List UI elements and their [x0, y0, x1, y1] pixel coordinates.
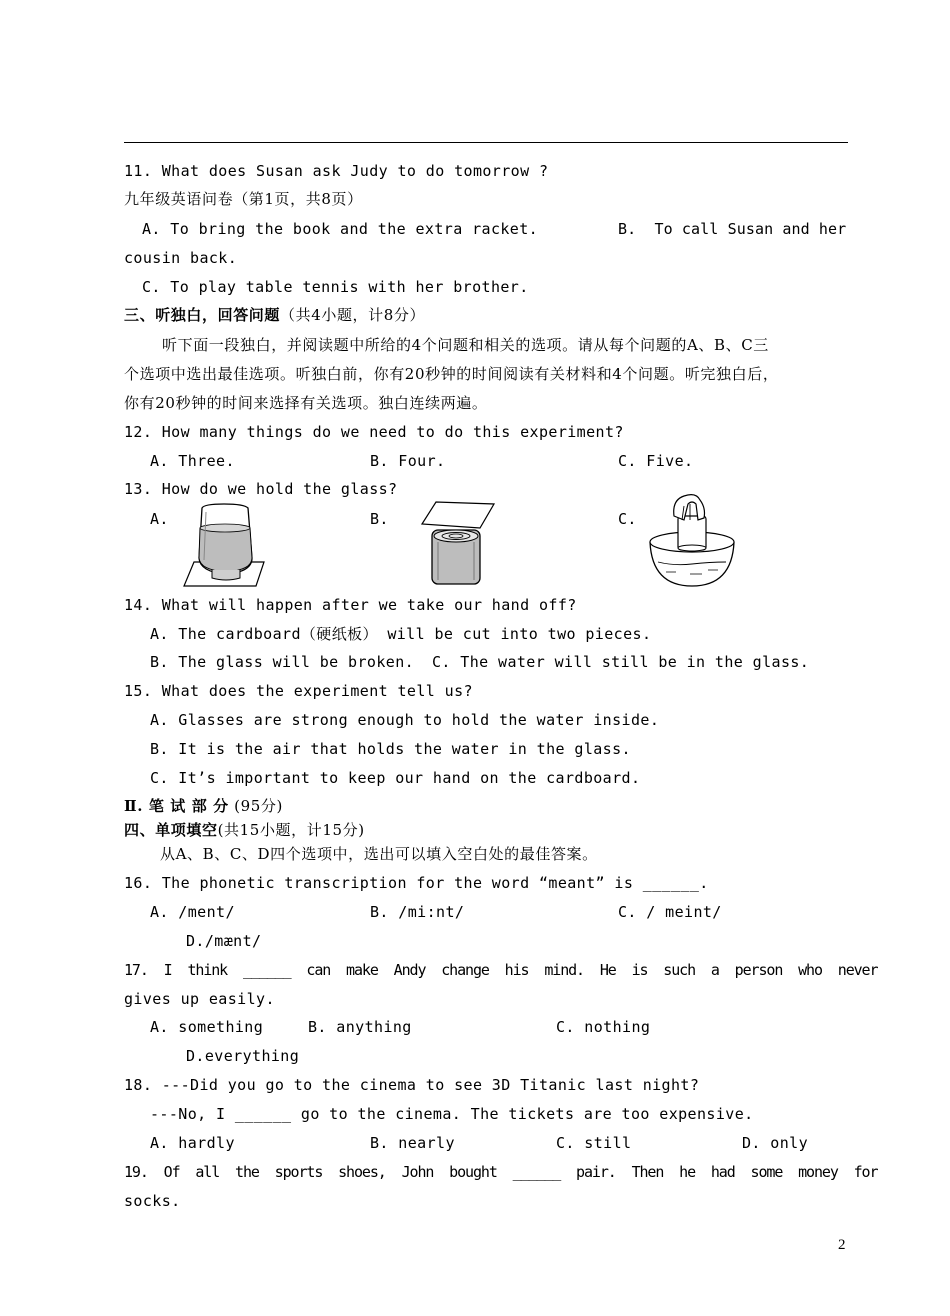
section4-heading — [124, 820, 365, 840]
q12-stem: 12. How many things do we need to do this experiment? — [124, 423, 624, 441]
q12-option-a: A. Three. — [150, 452, 235, 470]
q18-option-b: B. nearly — [370, 1134, 455, 1152]
q18-stem: 18. ---Did you go to the cinema to see 3D Titanic last night? — [124, 1076, 700, 1094]
q16-option-c: C. / meint/ — [618, 903, 722, 921]
q18-option-c: C. still — [556, 1134, 632, 1152]
section3-instruction-1: 听下面一段独白，并阅读题中所给的4个问题和相关的选项。请从每个问题的A、B、C三 — [162, 336, 769, 354]
q15-option-a: A. Glasses are strong enough to hold the water inside. — [150, 711, 660, 729]
q11-option-b-cont: cousin back. — [124, 249, 238, 267]
page-number: 2 — [838, 1237, 846, 1253]
q17-option-c: C. nothing — [556, 1018, 651, 1036]
q18-option-d: D. only — [742, 1134, 809, 1152]
glass-on-cardboard-image — [182, 500, 268, 590]
q16-option-a: A. /ment/ — [150, 903, 235, 921]
q19-stem-cont: socks. — [124, 1192, 181, 1210]
section3-score: （共4小题，计8分） — [280, 306, 426, 324]
q19-stem: 19. Of all the sports shoes, John bought ______ pair. Then he had some money for — [124, 1163, 878, 1181]
q14-option-a: A. The cardboard（硬纸板） will be cut into two pieces. — [150, 625, 652, 643]
header-note: 九年级英语问卷（第1页，共8页） — [124, 190, 363, 208]
q12-option-c: C. Five. — [618, 452, 694, 470]
q13-option-a: A. — [150, 510, 169, 528]
q16-stem: 16. The phonetic transcription for the word “meant” is ______. — [124, 874, 709, 892]
q18-option-a: A. hardly — [150, 1134, 235, 1152]
q13-option-c: C. — [618, 510, 637, 528]
section3-instruction-3: 你有20秒钟的时间来选择有关选项。独白连续两遍。 — [124, 394, 488, 412]
q17-option-b: B. anything — [308, 1018, 412, 1036]
section4-title: 四、单项填空 — [124, 821, 218, 839]
q15-stem: 15. What does the experiment tell us? — [124, 682, 473, 700]
q16-option-b: B. /mi:nt/ — [370, 903, 465, 921]
q12-option-b: B. Four. — [370, 452, 446, 470]
header-rule — [124, 142, 848, 143]
section4-instruction: 从A、B、C、D四个选项中，选出可以填入空白处的最佳答案。 — [160, 845, 598, 863]
q16-option-d: D./mænt/ — [186, 932, 262, 950]
q13-option-b: B. — [370, 510, 389, 528]
section4-score: (共15小题，计15分) — [217, 821, 365, 839]
q11-option-a: A. To bring the book and the extra racket. — [142, 220, 539, 238]
section3-heading — [124, 305, 425, 325]
section3-title: 三、听独白，回答问题 — [124, 306, 281, 324]
q17-stem-cont: gives up easily. — [124, 990, 275, 1008]
q17-option-a: A. something — [150, 1018, 264, 1036]
q11-stem: 11. What does Susan ask Judy to do tomorrow ? — [124, 162, 549, 180]
q13-stem: 13. How do we hold the glass? — [124, 480, 398, 498]
q15-option-c: C. It’s important to keep our hand on the cardboard. — [150, 769, 641, 787]
glass-in-bowl-image — [644, 490, 740, 590]
q11-option-c: C. To play table tennis with her brother. — [142, 278, 529, 296]
q14-option-b: B. The glass will be broken. — [150, 653, 415, 671]
q11-option-b: B. To call Susan and her — [618, 220, 847, 238]
q15-option-b: B. It is the air that holds the water in the glass. — [150, 740, 631, 758]
q17-stem: 17. I think ______ can make Andy change his mind. He is such a person who never — [124, 961, 878, 979]
q18-stem-cont: ---No, I ______ go to the cinema. The tickets are too expensive. — [150, 1105, 754, 1123]
q17-option-d: D.everything — [186, 1047, 300, 1065]
part2-score: (95分) — [234, 797, 283, 815]
inverted-glass-image — [418, 500, 498, 590]
section3-instruction-2: 个选项中选出最佳选项。听独白前，你有20秒钟的时间阅读有关材料和4个问题。听完独白后， — [124, 365, 779, 383]
part2-title: Ⅱ. 笔 试 部 分 — [124, 797, 229, 815]
q14-option-c: C. The water will still be in the glass. — [432, 653, 810, 671]
q14-stem: 14. What will happen after we take our hand off? — [124, 596, 577, 614]
part2-heading — [124, 796, 283, 816]
